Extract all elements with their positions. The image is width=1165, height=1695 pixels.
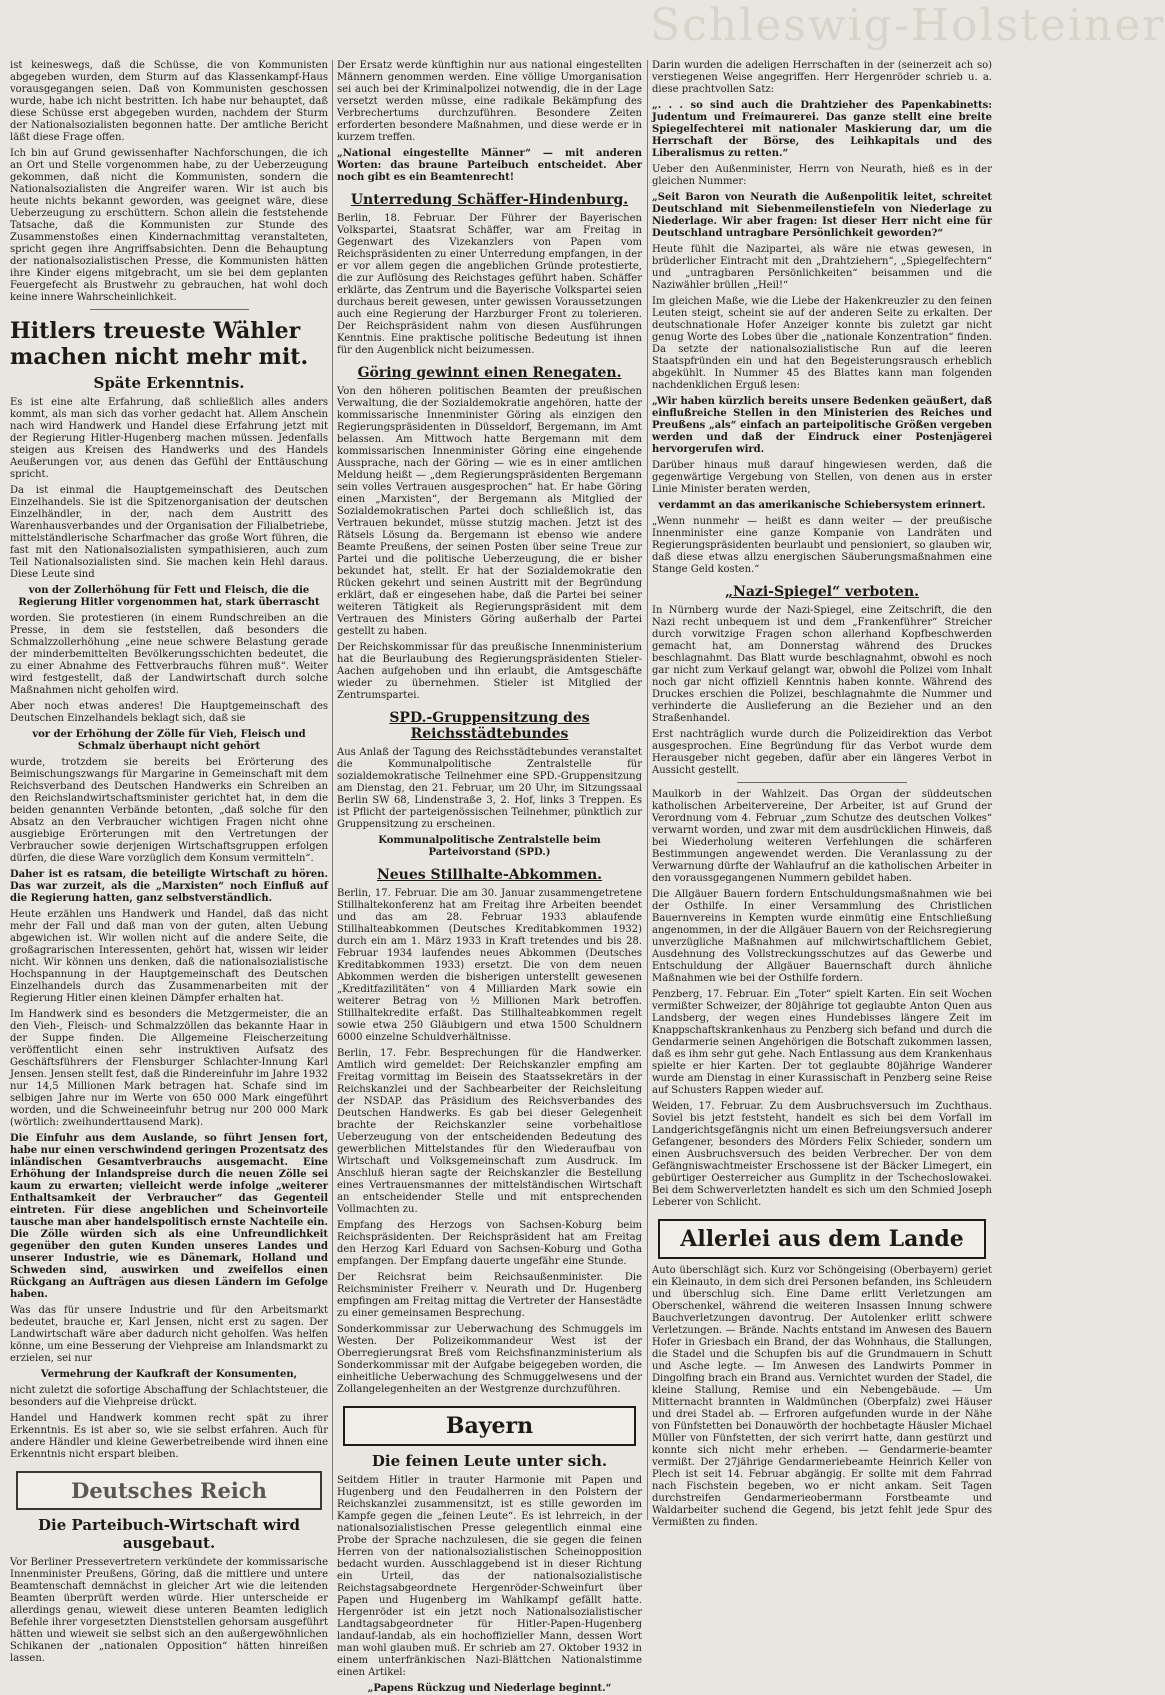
paragraph: worden. Sie protestieren (in einem Rundschreiben an die Presse, in dem sie feststellen, daß besonders die Schmalzzollerhöhung „eine neue schwere Belastung gerade der minderbemittelten Bevölkerungsschichten bedeutet, die zu einer Abnahme des Fettverbrauchs führen muß“. Weiter wird festgestellt, daß der Landwirtschaft durch solche Maßnahmen nicht geholfen wird.	[10, 613, 328, 696]
emphasis: Die Einfuhr aus dem Auslande, so führt Jensen fort, habe nur einen verschwindend geringen Prozentsatz des inländischen Gesamtverbrauchs ausgemacht. Eine Erhöhung der Inlandspreise durch die neuen Zölle sei kaum zu erwarten; vielleicht werde infolge „weiterer Enthaltsamkeit der Verbraucher“ das Gegenteil eintreten. Für diese angeblichen und Scheinvorteile tausche man aber handelspolitisch ernste Nachteile ein. Die Zölle würden sich als eine Unfreundlichkeit gegenüber den guten Kunden unseres Landes und unserer Industrie, wie es Dänemark, Holland und Schweden sind, auswirken und zweifellos einen Rückgang an Aufträgen aus diesen Ländern im Gefolge haben.	[10, 1133, 328, 1300]
paragraph: Ueber den Außenminister, Herrn von Neurath, hieß es in der gleichen Nummer:	[652, 164, 992, 187]
paragraph: Der Reichskommissar für das preußische Innenministerium hat die Beurlaubung des Regierungspräsidenten Stieler-Aachen aufgehoben und ihn erlaubt, die Amtsgeschäfte wieder zu übernehmen. Stieler ist Mitglied der Zentrumspartei.	[337, 642, 642, 701]
paragraph: Der Reichsrat beim Reichsaußenminister. Die Reichsminister Freiherr v. Neurath und Dr. Hugenberg empfingen am Freitag mittag die Vertreter der Hansestädte zu einer gemeinsamen Besprechung.	[337, 1272, 642, 1319]
section-box-deutsches-reich: Deutsches Reich	[16, 1471, 322, 1510]
paragraph: Heute fühlt die Nazipartei, als wäre nie etwas gewesen, in brüderlicher Eintracht mit den „Drahtziehern“, „Spiegelfechtern“ und „untragbaren Persönlichkeiten“ beisammen und die Naziwähler brüllen „Heil!“	[652, 244, 992, 291]
paragraph: Der Ersatz werde künftighin nur aus national eingestellten Männern genommen werden. Eine völlige Umorganisation sei auch bei der Kriminalpolizei notwendig, die in der Lage versetzt werden müsse, eine radikale Bekämpfung des Verbrechertums durchzuführen. Besondere Zeiten erforderten besondere Maßnahmen, und diese werde er in kurzem treffen.	[337, 60, 642, 143]
paragraph: wurde, trotzdem sie bereits bei Erörterung des Beimischungszwangs für Margarine in Gemeinschaft mit dem Reichsverband des Deutschen Handwerks ein Schreiben an den Reichslandwirtschaftsminister gerichtet hat, in dem die beiden genannten Verbände betonten, „daß solche für den Absatz an den Verbraucher wichtigen Fragen nicht ohne ausgiebige Erörterungen mit den Vertretungen der Verbraucher sowie derjenigen Wirtschaftsgruppen erfolgen dürfen, die diese Ware vorzüglich dem Konsum vermitteln“.	[10, 757, 328, 864]
headline-stillhalte: Neues Stillhalte-Abkommen.	[376, 867, 603, 883]
paragraph: Auto überschlägt sich. Kurz vor Schöngeising (Oberbayern) geriet ein Kleinauto, in dem sich drei Personen befanden, ins Schleudern und überschlug sich. Eine Dame erlitt Verletzungen am Oberschenkel, während die weiteren Insassen Innung schwere Bauchverletzungen davontrug. Der Autolenker erlitt schwere Verletzungen. — Brände. Nachts entstand im Anwesen des Bauern Hofer in Griesbach ein Brand, der das Wohnhaus, die Stallungen, die Stadel und die Schupfen bis auf die Grundmauern in Schutt und Asche legte. — Im Anwesen des Landwirts Pommer in Dingolfing brach ein Brand aus. Vernichtet wurden der Stadel, die kleine Stallung, Remise und ein Nebengebäude. — Um Mitternacht brannten in Waldmünchen (Oberpfalz) zwei Häuser und drei Stadel ab. — Erfroren aufgefunden wurde in der Nähe von Fünfstetten bei Donauwörth der hochbetagte Häusler Michael Müller von Fünfstetten, der sich verirrt hatte, dann gestürzt und konnte sich nicht mehr erheben. — Gendarmerie-beamter vermißt. Der 27jährige Gendarmeriebeamte Heinrich Keller von Plech ist seit 14. Februar abgängig. Er sollte mit dem Fahrrad nach Fischstein begeben, wo er nicht ankam. Seit Tagen durchstreifen Gendarmerieobermann Forstbeamte und Waldarbeiter suchend die Gegend, bis jetzt fehlt jede Spur des Vermißten zu finden.	[652, 1265, 992, 1528]
paragraph: Erst nachträglich wurde durch die Polizeidirektion das Verbot ausgesprochen. Eine Begründung für das Verbot wurde dem Herausgeber nicht gegeben, dafür aber ein längeres Verbot in Aussicht gestellt.	[652, 729, 992, 776]
signature: Kommunalpolitische Zentralstelle beim Parteivorstand (SPD.)	[378, 835, 601, 858]
paragraph: „Wenn nunmehr — heißt es dann weiter — der preußische Innenminister eine ganze Kompanie von Landräten und Regierungspräsidenten beurlaubt und pensioniert, so glauben wir, daß diese etwas allzu energischen Säuberungsmaßnahmen eine Stange Geld kosten.“	[652, 516, 992, 575]
paragraph: Ich bin auf Grund gewissenhafter Nachforschungen, die ich an Ort und Stelle vorgenommen habe, zu der Ueberzeugung gekommen, daß nicht die Kommunisten, sondern die Nationalsozialisten die Angreifer waren. Wir ist auch bis heute nichts bekannt geworden, was geeignet wäre, diese Ueberzeugung zu erschüttern. Schon allein die feststehende Tatsache, daß die Kommunisten zur Stunde des Zusammenstoßes einen Kindernachmittag veranstalteten, spricht gegen ihre Angriffsabsichten. Denn die Behauptung der nationalsozialistischen Presse, die Kommunisten hätten ihre Kinder eigens mitgebracht, um sie bei dem geplanten Feuergefecht als Brustwehr zu gebrauchen, hat wohl doch keine innere Wahrscheinlichkeit.	[10, 148, 328, 303]
paragraph: Im gleichen Maße, wie die Liebe der Hakenkreuzler zu den feinen Leuten steigt, scheint sie auf der anderen Seite zu erkalten. Der deutschnationale Hofer Anzeiger konnte bis zuletzt gar nicht genug Worte des Lobes über die „nationale Konzentration“ finden. Da setzte der nationalsozialistische Run auf die leeren Staatspfründen ein und hat den Begeisterungsrausch erheblich abgekühlt. In Nummer 45 des Blattes kann man folgenden nachdenklichen Erguß lesen:	[652, 296, 992, 391]
paragraph: Aus Anlaß der Tagung des Reichsstädtebundes veranstaltet die Kommunalpolitische Zentralstelle für sozialdemokratische Teilnehmer eine SPD.-Gruppensitzung am Dienstag, den 21. Februar, um 20 Uhr, im Sitzungssaal Berlin SW 68, Lindenstraße 3, 2. Hof, links 3 Treppen. Es ist Pflicht der parteigenössischen Teilnehmer, pünktlich zur Gruppensitzung zu erscheinen.	[337, 747, 642, 830]
paragraph: Die Allgäuer Bauern fordern Entschuldungsmaßnahmen wie bei der Osthilfe. In einer Versammlung des Christlichen Bauernvereins in Kempten wurde einmütig eine Entschließung angenommen, in der die Allgäuer Bauern von der Reichsregierung unverzügliche Maßnahmen auf milchwirtschaftlichem Gebiet, Ausdehnung des Vollstreckungsschutzes auf das Gewerbe und Entschuldung der Allgäuer Bauernschaft durch ähnliche Maßnahmen wie bei der Osthilfe fordern.	[652, 889, 992, 984]
column-rule	[647, 60, 648, 1520]
section-box-allerlei: Allerlei aus dem Lande	[658, 1219, 986, 1259]
paragraph: Vor Berliner Pressevertretern verkündete der kommissarische Innenminister Preußens, Göring, daß die mittlere und untere Beamtenschaft demnächst in gleicher Art wie die leitenden Beamten überprüft werden würde. Hier unterscheide er allerdings genau, wieweit diese unteren Beamten lediglich Befehle ihrer vorgesetzten Dienststellen gehorsam ausgeführt hätten und wieweit sie selbst sich an den außergewöhnlichen Schikanen der „nationalen Opposition“ hätten hinreißen lassen.	[10, 1557, 328, 1664]
paragraph: Darüber hinaus muß darauf hingewiesen werden, daß die gegenwärtige Vergebung von Stellen, von denen aus in erster Linie Minister beraten werden,	[652, 460, 992, 495]
emphasis: Vermehrung der Kaufkraft der Konsumenten,	[40, 1369, 298, 1380]
emphasis: vor der Erhöhung der Zölle für Vieh, Fleisch und Schmalz überhaupt nicht gehört	[32, 729, 306, 752]
paragraph: nicht zuletzt die sofortige Abschaffung der Schlachtsteuer, die besonders auf die Viehpreise drückt.	[10, 1385, 328, 1408]
headline-spd-gruppensitzung: SPD.-Gruppensitzung des Reichsstädtebundes	[389, 710, 590, 742]
subheadline: Späte Erkenntnis.	[93, 374, 245, 392]
headline-hitlers-waehler: Hitlers treueste Wähler machen nicht mehr mit.	[10, 318, 309, 370]
paragraph: ist keineswegs, daß die Schüsse, die von Kommunisten abgegeben wurden, dem Sturm auf das Klassenkampf-Haus vorausgegangen seien. Daß von Kommunisten geschossen wurde, habe ich nicht bestritten. Ich habe nur behauptet, daß diese Schüsse erst abgegeben wurden, nachdem der Sturm der Nationalsozialisten begonnen hatte. Der amtliche Bericht läßt diese Frage offen.	[10, 60, 328, 143]
paragraph: Was das für unsere Industrie und für den Arbeitsmarkt bedeutet, brauche er, Karl Jensen, nicht erst zu sagen. Der Landwirtschaft wäre aber dadurch nicht geholfen. Was helfen könne, um eine Besserung der Viehpreise am Inlandsmarkt zu erzielen, sei nur	[10, 1305, 328, 1364]
section-box-bayern: Bayern	[343, 1406, 636, 1446]
quote: „. . . so sind auch die Drahtzieher des Papenkabinetts: Judentum und Freimaurerei. Das ganze stellt eine breite Spiegelfechterei mit nationaler Maskierung dar, um die Herrschaft der Börse, des Leihkapitals und des Liberalismus zu retten.“	[652, 100, 992, 159]
paragraph: Empfang des Herzogs von Sachsen-Koburg beim Reichspräsidenten. Der Reichspräsident hat am Freitag den Herzog Karl Eduard von Sachsen-Koburg und Gotha empfangen. Der Empfang dauerte ungefähr eine Stunde.	[337, 1220, 642, 1267]
paragraph: Von den höheren politischen Beamten der preußischen Verwaltung, die der Sozialdemokratie angehören, hatte der kommissarische Innenminister Göring als einzigen den Regierungspräsidenten in Düsseldorf, Bergemann, im Amt belassen. Am Mittwoch hatte Bergemann mit dem kommissarischen Innenminister Göring eine eingehende Aussprache, nach der Göring — wie es in einer amtlichen Meldung heißt — „dem Regierungspräsidenten Bergemann sein volles Vertrauen ausgesprochen“ hat. Er habe Göring einen „Marxisten“, der Bergemann als Mitglied der Sozialdemokratischen Partei doch schließlich ist, das Vertrauen bekundet, müsse stutzig machen. Jetzt ist des Rätsels Lösung da. Bergemann ist ebenso wie andere Beamte Preußens, der seinen Posten über seine Treue zur Partei und die politische Ueberzeugung, die er bisher bekundet hat, stellt. Er hat der Sozialdemokratie den Rücken gekehrt und seinen Austritt mit der Begründung erklärt, daß er eingesehen habe, daß die Partei bei seiner weiteren Tätigkeit als Regierungspräsident mit dem Vertrauen des Ministers Göring außerhalb der Partei gestellt zu haben.	[337, 386, 642, 637]
separator	[90, 309, 249, 310]
paragraph: Da ist einmal die Hauptgemeinschaft des Deutschen Einzelhandels. Sie ist die Spitzenorganisation der deutschen Einzelhändler, in der, nach dem Austritt des Warenhausverbandes und der Organisation der Filialbetriebe, mittelständlerische Scharfmacher das große Wort führen, die fast mit den Nationalsozialisten sympathisieren, auch zum Teil Nationalsozialisten sind. Sie machen kein Hehl daraus. Diese Leute sind	[10, 485, 328, 580]
paragraph: Berlin, 18. Februar. Der Führer der Bayerischen Volkspartei, Staatsrat Schäffer, war am Freitag in Gegenwart des Vizekanzlers von Papen vom Reichspräsidenten zu einer Unterredung empfangen, in der er vor allem gegen die angeblichen Gründe protestierte, die zur Auflösung des Reichstages geführt haben. Schäffer erklärte, das Zentrum und die Bayerische Volkspartei seien durchaus bereit gewesen, unter gewissen Voraussetzungen auch eine Regierung der Harzburger Front zu tolerieren. Der Reichspräsident nahm von diesen Ausführungen Kenntnis. Eine praktische politische Bedeutung ist ihnen für den Augenblick nicht beizumessen.	[337, 213, 642, 356]
column-right	[652, 60, 992, 1528]
headline-parteibuch: Die Parteibuch-Wirtschaft wird ausgebaut.	[38, 1516, 300, 1552]
masthead: Schleswig-Holsteiner	[650, 0, 1165, 51]
headline-schaeffer: Unterredung Schäffer-Hindenburg.	[350, 192, 629, 208]
quote: „Seit Baron von Neurath die Außenpolitik leitet, schreitet Deutschland mit Siebenmeilenstiefeln von Niederlage zu Niederlage. Wir aber fragen: Ist dieser Herr nicht eine für Deutschland untragbare Persönlichkeit geworden?“	[652, 192, 992, 239]
quote: „Wir haben kürzlich bereits unsere Bedenken geäußert, daß einflußreiche Stellen in den Ministerien des Reiches und Preußens „als“ einfach an parteipolitische Größen vergeben werden und daß der Eindruck einer Postenjägerei hervorgerufen wird.	[652, 396, 992, 455]
column-left	[10, 60, 328, 1664]
emphasis: von der Zollerhöhung für Fett und Fleisch, die die Regierung Hitler vorgenommen hat, stark überrascht	[18, 585, 320, 608]
paragraph: Es ist eine alte Erfahrung, daß schließlich alles anders kommt, als man sich das vorher gedacht hat. Allem Anschein nach wird Handwerk und Handel diese Erfahrung jetzt mit der Regierung Hitler-Hugenberg machen müssen. Jedenfalls steigen aus Kreisen des Handwerks und des Handels Aeußerungen vor, aus denen das Gefühl der Enttäuschung spricht.	[10, 397, 328, 480]
emphasis: Daher ist es ratsam, die beteiligte Wirtschaft zu hören. Das war zurzeit, als die „Marxisten“ noch Einfluß auf die Regierung hatten, ganz selbstverständlich.	[10, 869, 328, 904]
paragraph: Weiden, 17. Februar. Zu dem Ausbruchsversuch im Zuchthaus. Soviel bis jetzt feststeht, handelt es sich bei dem Vorfall im Landgerichtsgefängnis nicht um einen Befreiungsversuch anderer Gefangener, besonders des Mörders Felix Schieder, sondern um einen Ausbruchsversuch des beiden Verbrecher. Der von dem Gefängniswachtmeister Erschossene ist der Bäcker Limegert, ein gebürtiger Oesterreicher aus Gumplitz in der Tschechoslowakei. Bei dem Schwerverletzten handelt es sich um den Schmied Joseph Leberer von Schlicht.	[652, 1101, 992, 1208]
emphasis: verdammt an das amerikanische Schiebersystem erinnert.	[658, 500, 986, 511]
quote-title: „Papens Rückzug und Niederlage beginnt.“	[367, 1683, 612, 1694]
paragraph: Handel und Handwerk kommen recht spät zu ihrer Erkenntnis. Es ist aber so, wie sie selbst erfahren. Auch für andere Händler und kleine Gewerbetreibende wird ihnen eine Erkenntnis nicht erspart bleiben.	[10, 1413, 328, 1460]
paragraph: Darin wurden die adeligen Herrschaften in der (seinerzeit ach so) verstiegenen Weise angegriffen. Herr Hergenröder schrieb u. a. diese prachtvollen Satz:	[652, 60, 992, 95]
paragraph: Seitdem Hitler in trauter Harmonie mit Papen und Hugenberg und den Feudalherren in den Polstern der Reichskanzlei zusammensitzt, ist es stille geworden im Kampfe gegen die „feinen Leute“. Es ist lehrreich, in der nationalsozialistischen Presse gelegentlich einmal eine Probe der Sprache nachzulesen, die sie gegen die feinen Herren von der nationalsozialistischen Scheinopposition bedacht wurden. Ausschlaggebend ist in dieser Richtung ein Urteil, das der nationalsozialistische Reichstagsabgeordnete Hergenröder-Schweinfurt über Papen und Hugenberg im Wahlkampf gefällt hatte. Hergenröder ist ein jetzt noch Nationalsozialistischer Landtagsabgeordneter für Hitler-Papen-Hugenberg landauf-landab, als ein hochoffizieller Mann, dessen Wort man wohl glauben muß. Er schrieb am 27. Oktober 1932 in einem unterfränkischen Nazi-Blättchen Nationalstimme einen Artikel:	[337, 1475, 642, 1678]
paragraph: In Nürnberg wurde der Nazi-Spiegel, eine Zeitschrift, die den Nazi recht unbequem ist und dem „Frankenführer“ Streicher durch vorwitzige Fragen schon allerhand Kopfbeschwerden gemacht hat, am Donnerstag während des Druckes beschlagnahmt. Das Blatt wurde beschlagnahmt, obwohl es noch gar nicht zum Verkauf gelangt war, obwohl die Polizei vom Inhalt noch gar nicht offiziell Kenntnis haben konnte. Während des Druckes erschien die Polizei, beschlagnahmte die Nummer und verhinderte die Auslieferung an die Bezieher und an den Straßenhandel.	[652, 605, 992, 724]
headline-goering: Göring gewinnt einen Renegaten.	[357, 365, 622, 381]
paragraph: Penzberg, 17. Februar. Ein „Toter“ spielt Karten. Ein seit Wochen vermißter Schweizer, der 80jährige tot geglaubte Anton Quen aus Landsberg, der wegen eines Hundebisses längere Zeit im Knappschaftskrankenhaus zu Penzberg sich befand und durch die Gendarmerie seinen Angehörigen die Botschaft zukommen lassen, daß es ihm sehr gut gehe. Nach Entlassung aus dem Krankenhaus spielte er hier Karten. Der tot geglaubte 80jährige Wanderer wurde am Dienstag in einer Kurassischaft in Penzberg seine Reise auf Schusters Rappen wieder auf.	[652, 989, 992, 1096]
paragraph: Berlin, 17. Februar. Die am 30. Januar zusammengetretene Stillhaltekonferenz hat am Freitag ihre Arbeiten beendet und das am 28. Februar 1933 ablaufende Stillhalteabkommen (Deutsches Kreditabkommen 1932) durch ein am 1. März 1933 in Kraft tretendes und bis 28. Februar 1934 laufendes neues Abkommen (Deutsches Kreditabkommen 1933) ersetzt. Die von dem neuen Abkommen werden die bisherigen unterstellt gewesenen „Kreditfazilitäten“ von 4 Milliarden Mark sowie ein weiterer Betrag von ½ Millionen Mark betroffen. Stillhaltekredite erfaßt. Das Stillhalteabkommen regelt sowie etwa 250 Gläubigern und etwa 1500 Schuldnern 6000 einzelne Schuldverhältnisse.	[337, 888, 642, 1043]
separator	[737, 782, 907, 783]
headline-nazi-spiegel: „Nazi-Spiegel“ verboten.	[724, 584, 920, 600]
paragraph: Aber noch etwas anderes! Die Hauptgemeinschaft des Deutschen Einzelhandels beklagt sich, daß sie	[10, 701, 328, 724]
emphasis: „National eingestellte Männer“ — mit anderen Worten: das braune Parteibuch entscheidet. Aber noch gibt es ein Beamtenrecht!	[337, 148, 642, 183]
headline-feine-leute: Die feinen Leute unter sich.	[371, 1452, 608, 1470]
column-rule	[332, 60, 333, 1520]
column-middle	[337, 60, 642, 1694]
paragraph: Im Handwerk sind es besonders die Metzgermeister, die an den Vieh-, Fleisch- und Schmalzzöllen das bekannte Haar in der Suppe finden. Die Allgemeine Fleischerzeitung veröffentlicht einen sehr instruktiven Aufsatz des Geschäftsführers der Flensburger Schlachter-Innung Karl Jensen. Jensen stellt fest, daß die Rindereinfuhr im Jahre 1932 nur 14,5 Millionen Mark betragen hat. Schafe sind im selbigen Jahre nur im Werte von 650 000 Mark eingeführt worden, und die Schweineeinfuhr betrug nur 200 000 Mark (wörtlich: zweihunderttausend Mark).	[10, 1009, 328, 1128]
paragraph: Heute erzählen uns Handwerk und Handel, daß das nicht mehr der Fall und daß man von der guten, alten Uebung abgewichen ist. Wir wollen nicht auf die andere Seite, die großagrarischen Interessenten, gehört hat, wissen wir leider nicht. Wir können uns denken, daß die nationalsozialistische Hochspannung in der Hauptgemeinschaft des Deutschen Einzelhandels durch das Zusammenarbeiten mit der Regierung Hitler einen kleinen Dämpfer erhalten hat.	[10, 909, 328, 1004]
paragraph: Berlin, 17. Febr. Besprechungen für die Handwerker. Amtlich wird gemeldet: Der Reichskanzler empfing am Freitag vormittag im Beisein des Staatssekretärs in der Reichskanzlei und der Sachbearbeiter der Reichsleitung der NSDAP. das Präsidium des Reichsverbandes des Deutschen Handwerks. Es gab bei dieser Gelegenheit brachte der Reichskanzler seine vorbehaltlose Ueberzeugung von der entscheidenden Bedeutung des gewerblichen Mittelstandes für den Wiederaufbau von Wirtschaft und Volksgemeinschaft zum Ausdruck. Im Anschluß hieran sagte der Reichskanzler die Bestellung eines Vertrauensmannes der mittelständischen Wirtschaft an entscheidender Stelle und mit entsprechenden Vollmachten zu.	[337, 1048, 642, 1215]
paragraph: Sonderkommissar zur Ueberwachung des Schmuggels im Westen. Der Polizeikommandeur West ist der Oberregierungsrat Breß vom Reichsfinanzministerium als Sonderkommissar mit der Aufgabe beigegeben worden, die einheitliche Ueberwachung des Schmuggelwesens und der Zollangelegenheiten an der Westgrenze durchzuführen.	[337, 1324, 642, 1395]
paragraph: Maulkorb in der Wahlzeit. Das Organ der süddeutschen katholischen Arbeitervereine, Der Arbeiter, ist auf Grund der Verordnung vom 4. Februar „zum Schutze des deutschen Volkes“ verwarnt worden, und zwar mit dem ausdrücklichen Hinweis, daß bei Wiederholung weiteren Verfehlungen die schärferen Bestimmungen angewendet werden. Die Veranlassung zu der Verwarnung dürfte der Wahlaufruf an die katholischen Arbeiter in den voraussgegangenen Nummern gebildet haben.	[652, 789, 992, 884]
